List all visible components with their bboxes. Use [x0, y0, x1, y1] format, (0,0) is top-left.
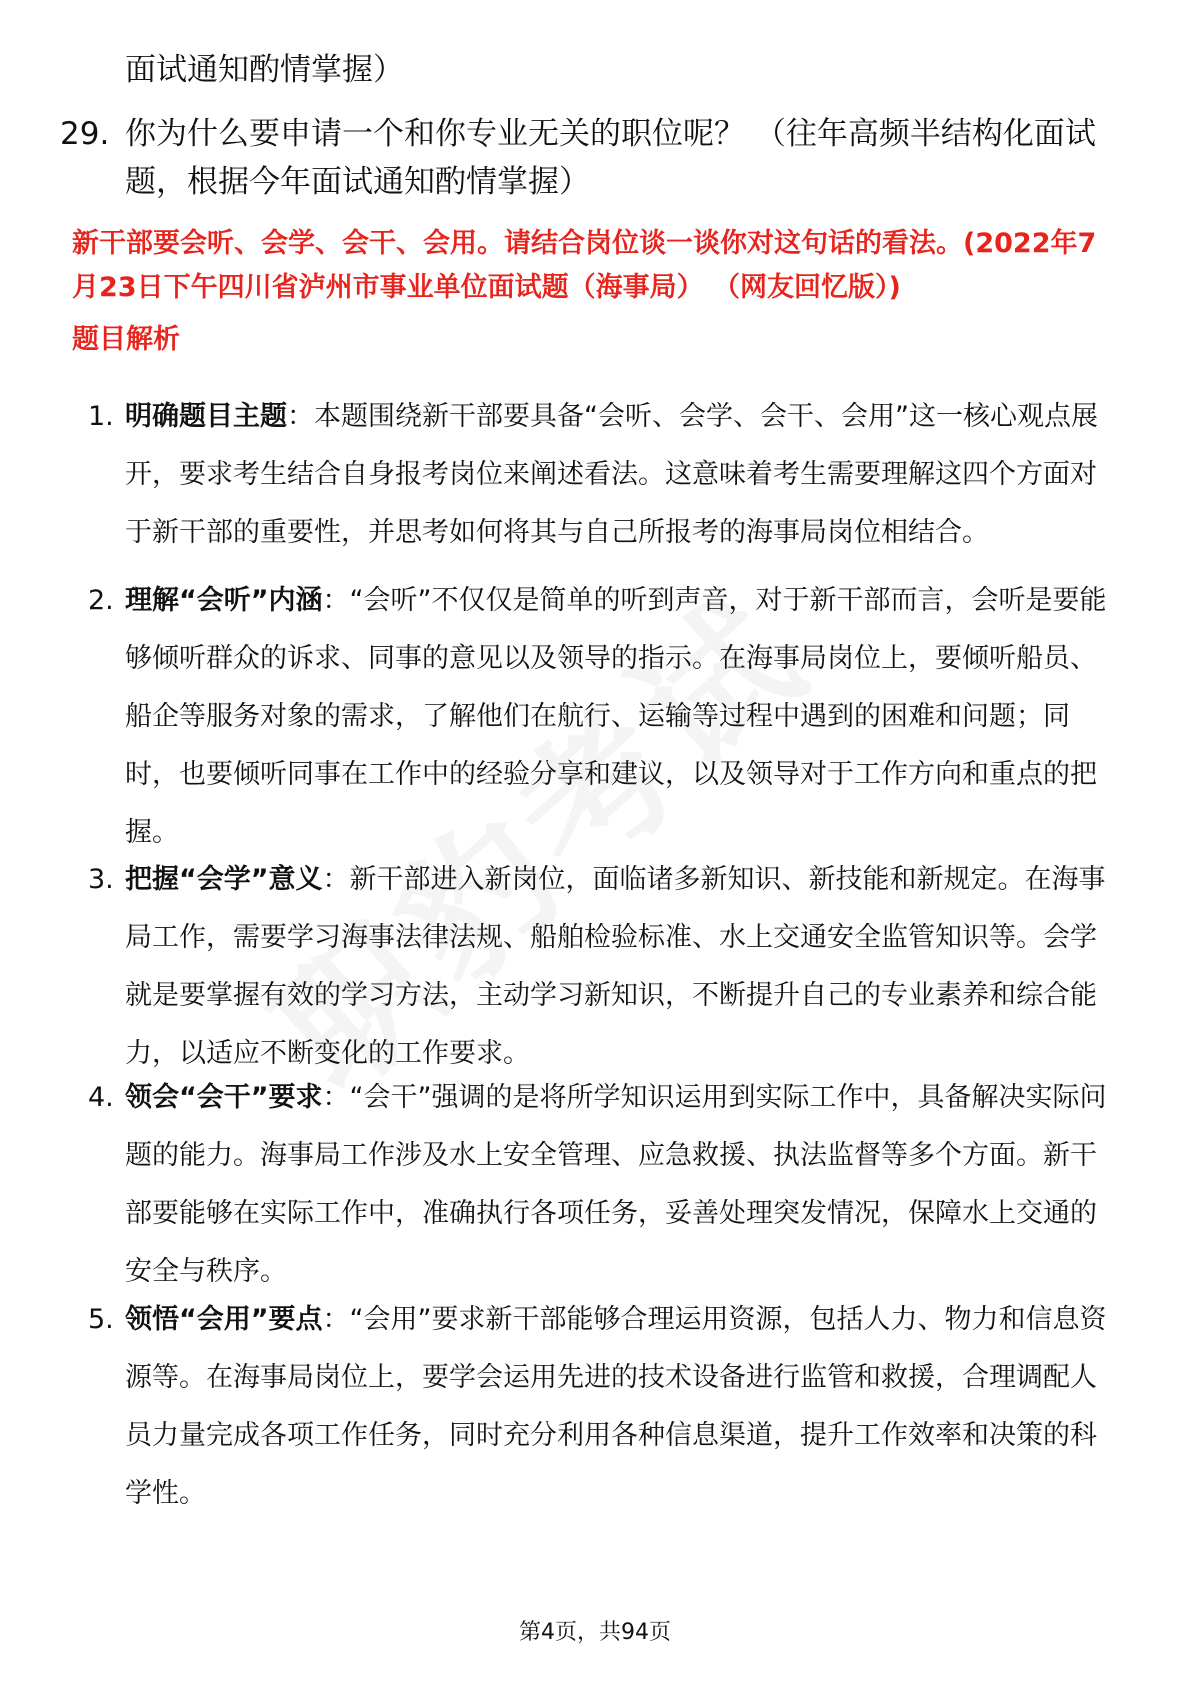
- item-text: ：“会用”要求新干部能够合理运用资源，包括人力、物力和信息资源等。在海事局岗位上，要学会运用先进的技术设备进行监管和救援，合理调配人员力量完成各项工作任务，同时充分利用各种信息渠道，提升工作效率和决策的科学性。: [125, 1304, 1107, 1509]
- question-text: 你为什么要申请一个和你专业无关的职位呢？ （往年高频半结构化面试题，根据今年面试通知酌情掌握）: [125, 116, 1096, 200]
- item-text: ：“会听”不仅仅是简单的听到声音，对于新干部而言，会听是要能够倾听群众的诉求、同事的意见以及领导的指示。在海事局岗位上，要倾听船员、船企等服务对象的需求，了解他们在航行、运输等过程中遇到的困难和问题；同时，也要倾听同事在工作中的经验分享和建议，以及领导对于工作方向和重点的把握。: [125, 585, 1107, 848]
- item-text: ：“会干”强调的是将所学知识运用到实际工作中，具备解决实际问题的能力。海事局工作涉及水上安全管理、应急救援、执法监督等多个方面。新干部要能够在实际工作中，准确执行各项任务，妥善处理突发情况，保障水上交通的安全与秩序。: [125, 1082, 1107, 1287]
- item-number: 3.: [88, 864, 114, 895]
- item-label: 领悟“会用”要点: [125, 1304, 323, 1335]
- item-text: ：新干部进入新岗位，面临诸多新知识、新技能和新规定。在海事局工作，需要学习海事法律法规、船舶检验标准、水上交通安全监管知识等。会学就是要掌握有效的学习方法，主动学习新知识，不断提升自己的专业素养和综合能力，以适应不断变化的工作要求。: [125, 864, 1106, 1069]
- item-label: 领会“会干”要求: [125, 1082, 323, 1113]
- continuation-line: 面试通知酌情掌握）: [125, 52, 404, 88]
- item-text: ：本题围绕新干部要具备“会听、会学、会干、会用”这一核心观点展开，要求考生结合自身报考岗位来阐述看法。这意味着考生需要理解这四个方面对于新干部的重要性，并思考如何将其与自己所报考的海事局岗位相结合。: [125, 401, 1098, 548]
- question-title: 新干部要会听、会学、会干、会用。请结合岗位谈一谈你对这句话的看法。(2022年7月23日下午四川省泸州市事业单位面试题（海事局） （网友回忆版）): [72, 228, 1097, 303]
- item-number: 1.: [88, 401, 114, 432]
- section-title: 题目解析: [72, 324, 180, 355]
- item-label: 把握“会学”意义: [125, 864, 323, 895]
- item-number: 4.: [88, 1082, 114, 1113]
- item-number: 5.: [88, 1304, 114, 1335]
- item-label: 明确题目主题: [125, 401, 287, 432]
- question-number: 29.: [60, 116, 110, 152]
- item-label: 理解“会听”内涵: [125, 585, 323, 616]
- item-number: 2.: [88, 585, 114, 616]
- page-footer: 第4页，共94页: [519, 1620, 671, 1645]
